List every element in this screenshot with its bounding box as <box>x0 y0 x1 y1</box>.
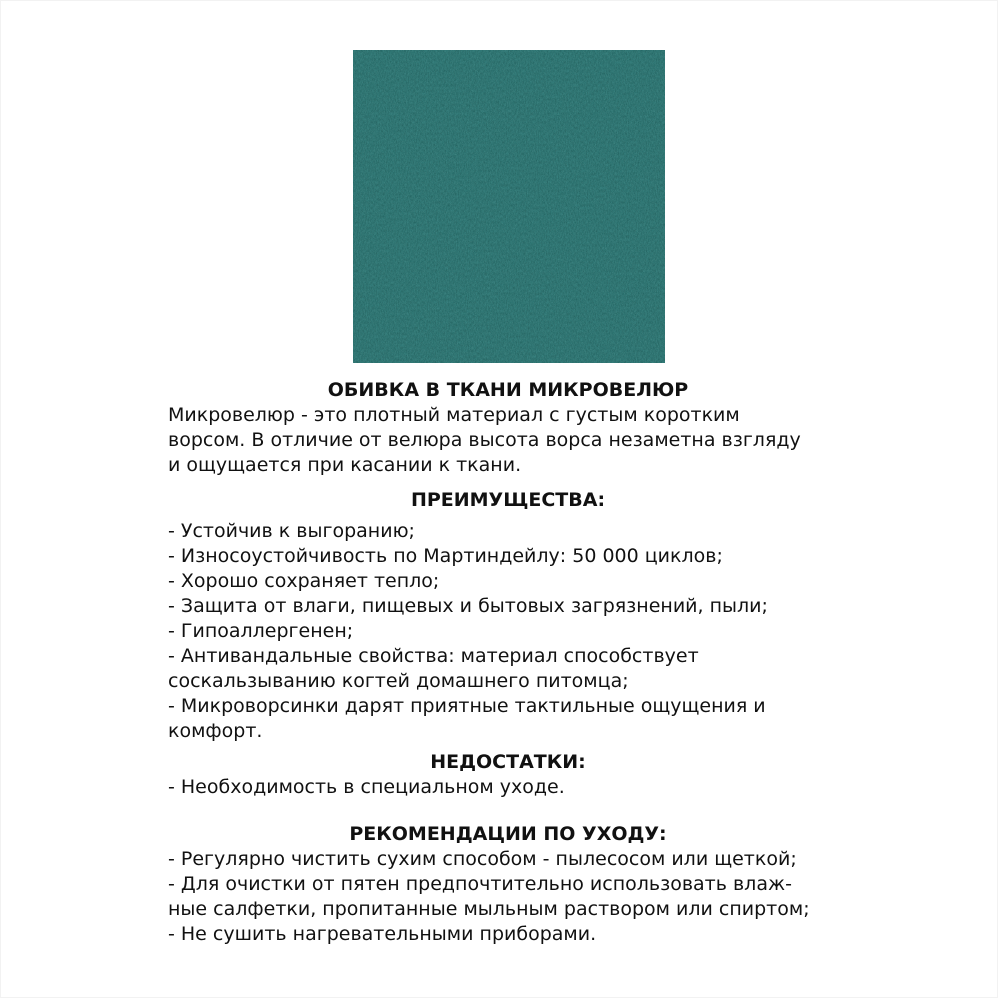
advantage-item: - Микроворсинки дарят приятные тактильные ощущения и <box>168 695 766 717</box>
advantage-item: - Хорошо сохраняет тепло; <box>168 570 440 592</box>
advantages-title: ПРЕИМУЩЕСТВА: <box>410 489 606 511</box>
intro-line: Микровелюр - это плотный материал с густым коротким <box>168 404 740 426</box>
care-item: - Регулярно чистить сухим способом - пылесосом или щеткой; <box>168 848 797 870</box>
advantage-item: - Гипоаллергенен; <box>168 620 354 642</box>
advantage-item: - Устойчив к выгоранию; <box>168 520 415 542</box>
advantage-item: - Износоустойчивость по Мартиндейлу: 50 000 циклов; <box>168 545 723 567</box>
care-list <box>168 847 848 947</box>
fabric-swatch-image <box>353 50 665 363</box>
advantage-item: - Антивандальные свойства: материал способствует <box>168 645 699 667</box>
disadvantages-title: НЕДОСТАТКИ: <box>430 751 586 773</box>
intro-title: ОБИВКА В ТКАНИ МИКРОВЕЛЮР <box>327 379 689 401</box>
advantage-item: комфорт. <box>168 720 263 742</box>
advantage-item: - Защита от влаги, пищевых и бытовых загрязнений, пыли; <box>168 595 768 617</box>
intro-line: и ощущается при касании к ткани. <box>168 454 522 476</box>
care-item: - Не сушить нагревательными приборами. <box>168 923 597 945</box>
care-title: РЕКОМЕНДАЦИИ ПО УХОДУ: <box>349 823 667 845</box>
intro-paragraph <box>168 403 848 478</box>
fabric-texture-icon <box>353 50 665 363</box>
advantage-item: соскальзыванию когтей домашнего питомца; <box>168 670 629 692</box>
care-item: - Для очистки от пятен предпочтительно использовать влаж- <box>168 873 792 895</box>
advantages-list <box>168 519 848 744</box>
description-block <box>168 378 848 947</box>
disadvantages-list <box>168 775 848 800</box>
disadvantage-item: - Необходимость в специальном уходе. <box>168 776 565 798</box>
intro-line: ворсом. В отличие от велюра высота ворса незаметна взгляду <box>168 429 801 451</box>
care-item: ные салфетки, пропитанные мыльным раствором или спиртом; <box>168 898 810 920</box>
